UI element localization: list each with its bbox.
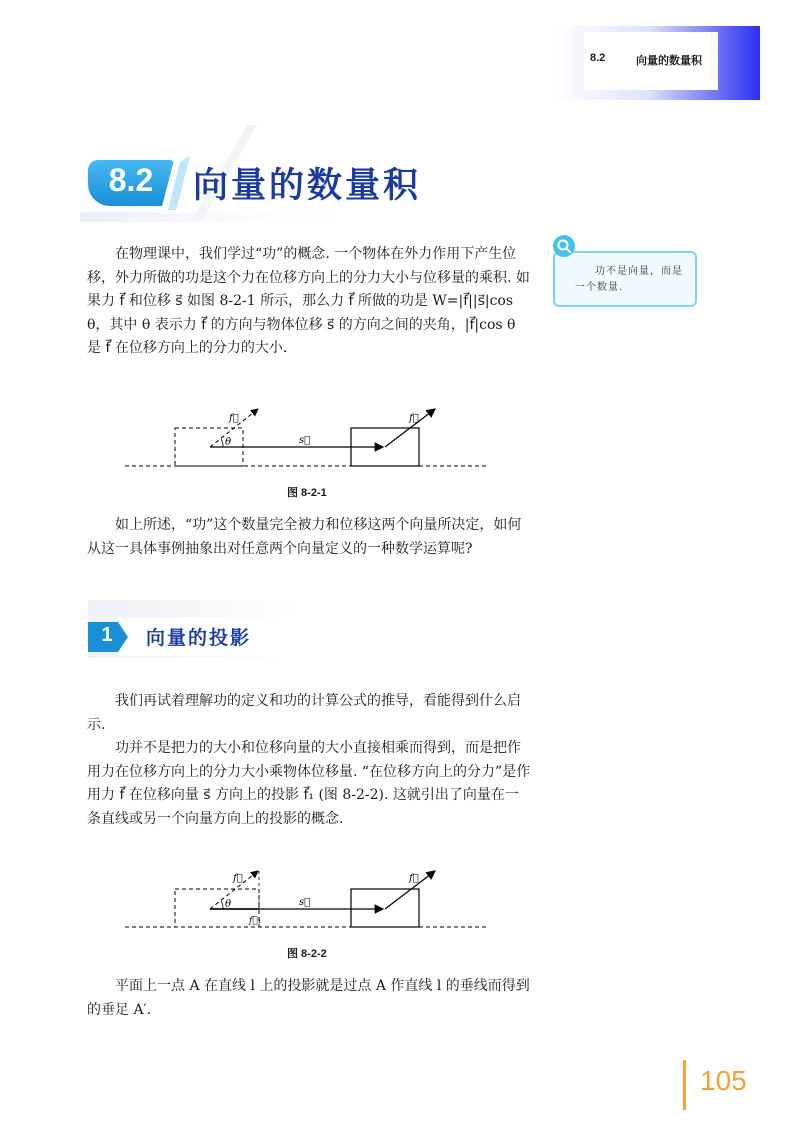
fig2-label-f: f⃗: [233, 873, 243, 884]
subsection-number: 1: [101, 624, 113, 646]
initial-box: [175, 889, 262, 927]
fig1-label-theta: θ: [225, 437, 232, 448]
header-section-number: 8.2: [590, 52, 606, 64]
paragraph-4-text: 功并不是把力的大小和位移向量的大小直接相乘而得到，而是把作用力在位移方向上的分力大小乘物体位移量. “在位移方向上的分力”是作用力 f⃗ 在位移向量 s⃗ 方向上的投影 f⃗₁ (图 8-2-2). 这就引出了向量在一条直线或另一个向量方向上的投影的概念.: [87, 740, 531, 827]
fig2-label-f-right: f⃗: [409, 873, 419, 884]
figure-8-2-2-caption: 图 8-2-2: [287, 948, 327, 960]
paragraph-1: [87, 243, 532, 361]
figure-8-2-1: [125, 403, 495, 473]
fig1-label-f-right: f⃗: [409, 413, 419, 424]
section-title: 向量的数量积: [193, 166, 422, 206]
page-number-bar: [683, 1060, 686, 1110]
subsection-title: 向量的投影: [146, 627, 252, 649]
side-note-text: 功不是向量，而是一个数量.: [575, 266, 683, 293]
fig2-label-s: s⃗: [299, 897, 311, 908]
figure-8-2-1-caption: 图 8-2-1: [287, 487, 327, 499]
fig1-label-f: f⃗: [229, 413, 239, 424]
fig1-label-s: s⃗: [299, 435, 311, 446]
header-section-title: 向量的数量积: [636, 55, 702, 67]
paragraph-2-text: 如上所述，“功”这个数量完全被力和位移这两个向量所决定，如何从这一具体事例抽象出对任意两个向量定义的一种数学运算呢?: [87, 517, 522, 557]
final-box: [351, 889, 419, 927]
fig2-label-theta: θ: [225, 899, 232, 910]
paragraph-5: [87, 975, 532, 1022]
figure-8-2-2: [125, 867, 495, 933]
paragraph-3: [87, 690, 532, 737]
fig2-label-f1: f⃗₁: [249, 916, 262, 926]
paragraph-2: [87, 514, 532, 561]
paragraph-4: [87, 737, 532, 831]
page-number: 105: [700, 1065, 747, 1096]
paragraph-5-text: 平面上一点 A 在直线 l 上的投影就是过点 A 作直线 l 的垂线而得到的垂足 A′.: [87, 978, 530, 1018]
paragraph-1-text: 在物理课中，我们学过“功”的概念. 一个物体在外力作用下产生位移，外力所做的功是这个力在位移方向上的分力大小与位移量的乘积. 如果力 f⃗ 和位移 s⃗ 如图 8-2-1 所示，那么力 f⃗ 所做的功是 W=|f⃗||s⃗|cos θ，其中 θ 表示力 f⃗ 的方向与物体位移 s⃗ 的方向之间的夹角，|f⃗|cos θ 是 f⃗ 在位移方向上的分力的大小.: [87, 246, 530, 356]
paragraph-3-text: 我们再试着理解功的定义和功的计算公式的推导，看能得到什么启示.: [87, 693, 521, 733]
magnifier-icon: [552, 234, 576, 258]
section-number: 8.2: [108, 162, 154, 198]
